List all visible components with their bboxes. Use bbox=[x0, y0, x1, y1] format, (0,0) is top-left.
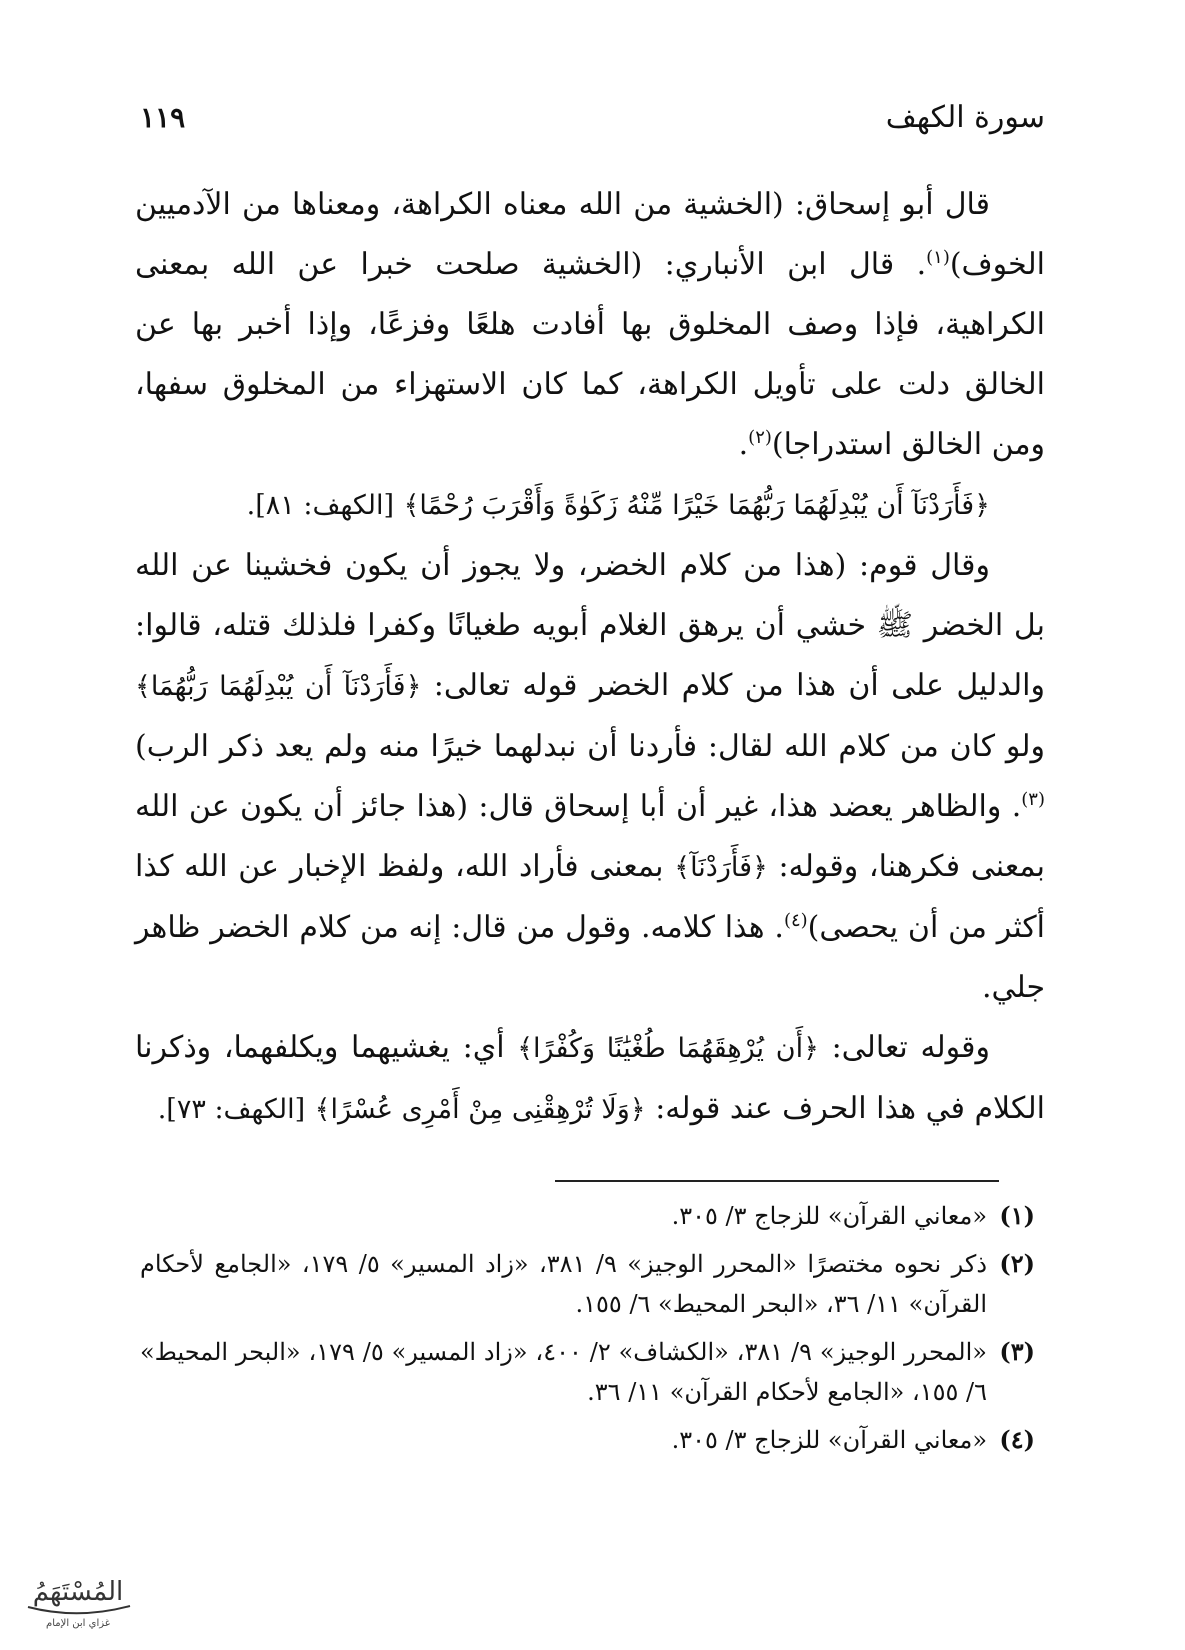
footnote-number: (٤) bbox=[999, 1425, 1035, 1454]
surah-title: سورة الكهف bbox=[885, 99, 1045, 135]
quran-verse: ﴿فَأَرَدْنَآ أَن يُبْدِلَهُمَا رَبُّهُمَا خَيْرًا مِّنْهُ زَكَوٰةً وَأَقْرَبَ رُحْمًا﴾ bbox=[403, 490, 990, 521]
footnote-ref-1: (١) bbox=[926, 247, 950, 268]
paragraph-3-text-2: أي: يغشيهما ويكلفهما، وذكرنا الكلام في هذا الحرف عند قوله: bbox=[135, 1030, 1045, 1126]
quran-verse-inline-3: ﴿أَن يُرْهِقَهُمَا طُغْيَٰنًا وَكُفْرًا﴾ bbox=[517, 1033, 819, 1064]
logo-sub-text: غزاي ابن الإمام bbox=[46, 1618, 110, 1629]
quran-verse-inline-2: ﴿فَأَرَدْنَآ﴾ bbox=[674, 852, 768, 883]
footnote-2 bbox=[140, 1244, 1035, 1324]
footnote-4 bbox=[140, 1420, 1035, 1460]
paragraph-2 bbox=[135, 536, 1045, 1018]
footnote-text: ذكر نحوه مختصرًا «المحرر الوجيز» ٩/ ٣٨١، «زاد المسير» ٥/ ١٧٩، «الجامع لأحكام القرآن» ١١/ ٣٦، «البحر المحيط» ٦/ ١٥٥. bbox=[140, 1250, 988, 1318]
paragraph-1 bbox=[135, 175, 1045, 475]
paragraph-1-text-2: . قال ابن الأنباري: (الخشية صلحت خبرا عن الله بمعنى الكراهية، فإذا وصف المخلوق بها أفادت هلعًا وفزعًا، وإذا أخبر بها عن الخالق دلت على تأويل الكراهة، كما كان الاستهزاء من المخلوق سفها، ومن الخالق استدراجا) bbox=[135, 247, 1045, 462]
publisher-logo bbox=[8, 1562, 148, 1637]
paragraph-2-text-3: . والظاهر يعضد هذا، غير أن أبا إسحاق قال: (هذا جائز أن يكون عن الله بمعنى فكرهنا، وقوله: bbox=[135, 789, 1045, 884]
footnote-ref-3: (٣) bbox=[1021, 789, 1045, 810]
footnote-number: (٢) bbox=[999, 1249, 1035, 1278]
footnote-3 bbox=[140, 1332, 1035, 1412]
paragraph-2-text: وقال قوم: (هذا من كلام الخضر، ولا يجوز أن يكون فخشينا عن الله بل الخضر ﷺ خشي أن يرهق الغلام أبويه طغيانًا وكفرا فلذلك قتله، قالوا: والدليل على أن هذا من كلام الخضر قوله تعالى: bbox=[135, 548, 1045, 703]
paragraph-2-text-2: ولو كان من كلام الله لقال: فأردنا أن نبدلهما خيرًا منه ولم يعد ذكر الرب) bbox=[135, 729, 1045, 764]
paragraph-2-text-5: . هذا كلامه. وقول من قال: إنه من كلام الخضر ظاهر جلي. bbox=[135, 910, 1045, 1005]
footnote-text: «معاني القرآن» للزجاج ٣/ ٣٠٥. bbox=[671, 1202, 987, 1230]
paragraph-3 bbox=[135, 1018, 1045, 1140]
main-text bbox=[135, 175, 1045, 1140]
page-number: ١١٩ bbox=[140, 100, 186, 134]
paragraph-1-text: قال أبو إسحاق: (الخشية من الله معناه الكراهة، ومعناها من الآدميين الخوف) bbox=[135, 187, 1045, 282]
verse-reference: [الكهف: ٨١]. bbox=[246, 490, 395, 521]
footnote-ref-2: (٢) bbox=[748, 427, 772, 448]
footnote-1 bbox=[140, 1196, 1035, 1236]
logo-main-text: المُسْتَهَمُ bbox=[32, 1577, 124, 1607]
quran-verse-inline: ﴿فَأَرَدْنَآ أَن يُبْدِلَهُمَا رَبُّهُمَا﴾ bbox=[135, 671, 422, 702]
logo-swash bbox=[28, 1606, 130, 1613]
page-header bbox=[140, 92, 1045, 142]
footnotes bbox=[140, 1196, 1035, 1468]
paragraph-2-text-4: بمعنى فأراد الله، ولفظ الإخبار عن الله كذا أكثر من أن يحصى) bbox=[135, 849, 1045, 945]
paragraph-3-text: وقوله تعالى: bbox=[831, 1030, 990, 1065]
footnote-divider bbox=[555, 1180, 999, 1182]
footnote-text: «المحرر الوجيز» ٩/ ٣٨١، «الكشاف» ٢/ ٤٠٠، «زاد المسير» ٥/ ١٧٩، «البحر المحيط» ٦/ ١٥٥، «الجامع لأحكام القرآن» ١١/ ٣٦. bbox=[140, 1338, 987, 1406]
footnote-text: «معاني القرآن» للزجاج ٣/ ٣٠٥. bbox=[671, 1426, 987, 1454]
quran-verse-inline-4: ﴿وَلَا تُرْهِقْنِى مِنْ أَمْرِى عُسْرًا﴾ bbox=[314, 1094, 646, 1125]
footnote-number: (٣) bbox=[999, 1337, 1035, 1366]
verse-line bbox=[135, 475, 1045, 536]
footnote-number: (١) bbox=[999, 1201, 1035, 1230]
paragraph-1-end: . bbox=[738, 427, 749, 462]
verse-reference-2: [الكهف: ٧٣]. bbox=[157, 1094, 306, 1125]
footnote-ref-4: (٤) bbox=[783, 910, 808, 931]
